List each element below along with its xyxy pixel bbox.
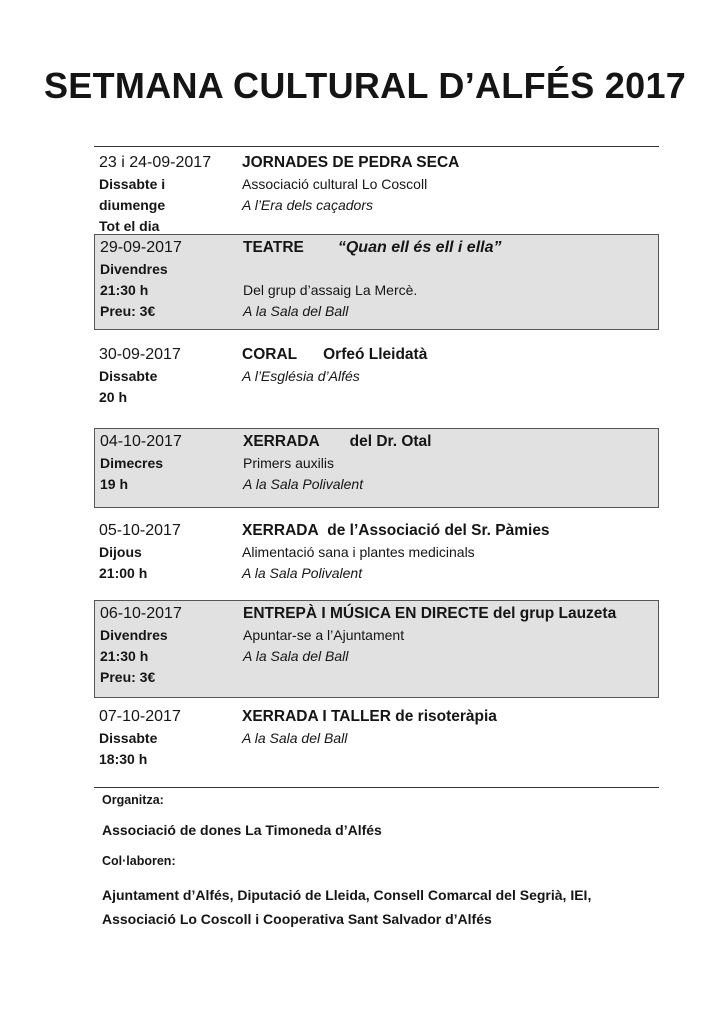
event-day-line: Dissabte — [99, 730, 158, 746]
event-details — [243, 603, 653, 667]
event-title-rest: de l’Associació del Sr. Pàmies — [327, 522, 550, 539]
event-location: A l’Església d’Alfés — [242, 368, 360, 384]
collaboren-line: Associació Lo Coscoll i Cooperativa Sant Salvador d’Alfés — [102, 911, 492, 927]
event-day-line: Preu: 3€ — [100, 669, 156, 685]
event-title — [242, 706, 652, 728]
event-details — [242, 520, 652, 584]
event-details — [243, 237, 653, 322]
event-day-line: 18:30 h — [99, 751, 148, 767]
event-title-main: CORAL — [242, 346, 298, 363]
event-title-main: JORNADES DE PEDRA SECA — [242, 154, 460, 171]
event-title-rest: Orfeó Lleidatà — [323, 346, 428, 363]
event-day-line: Dimecres — [100, 455, 164, 471]
event-title — [242, 520, 652, 542]
event-title-rest: de risoteràpia — [395, 708, 497, 725]
event-date-column — [99, 152, 234, 234]
event-day-line: Dissabte — [99, 368, 158, 384]
event-title — [243, 603, 653, 625]
organitza-text: Associació de dones La Timoneda d’Alfés — [102, 822, 382, 838]
event-row — [94, 234, 659, 330]
event-day-line: Preu: 3€ — [100, 303, 156, 319]
event-day-line: Tot el dia — [99, 218, 160, 234]
event-day-line: Dijous — [99, 544, 142, 560]
event-row — [94, 428, 659, 508]
event-date: 29-09-2017 — [100, 239, 182, 256]
bottom-divider — [94, 787, 659, 788]
event-title-quote: “Quan ell és ell i ella” — [337, 239, 502, 256]
event-date: 05-10-2017 — [99, 522, 181, 539]
event-day-line: 20 h — [99, 389, 128, 405]
page-title: SETMANA CULTURAL D’ALFÉS 2017 — [44, 65, 687, 106]
event-day-line: 21:30 h — [100, 282, 149, 298]
event-title — [243, 237, 653, 259]
event-location: A la Sala Polivalent — [242, 565, 363, 581]
collaboren-label: Col·laboren: — [102, 854, 176, 868]
collaboren-line: Ajuntament d’Alfés, Diputació de Lleida, Consell Comarcal del Segrià, IEI, — [102, 887, 592, 903]
event-date: 04-10-2017 — [100, 433, 182, 450]
event-date-column — [100, 237, 235, 322]
event-day-line: Dissabte i — [99, 176, 166, 192]
event-title — [242, 344, 652, 366]
event-date-column — [99, 520, 234, 584]
event-location: A la Sala Polivalent — [243, 476, 364, 492]
event-row — [94, 518, 659, 596]
event-row — [94, 150, 659, 234]
event-subject: Alimentació sana i plantes medicinals — [242, 544, 475, 560]
event-location: A la Sala del Ball — [243, 303, 349, 319]
event-date: 30-09-2017 — [99, 346, 181, 363]
event-title-main: ENTREPÀ I MÚSICA EN DIRECTE — [243, 605, 489, 622]
event-title — [243, 431, 653, 453]
event-location: A l’Era dels caçadors — [242, 197, 373, 213]
event-date: 06-10-2017 — [100, 605, 182, 622]
event-details — [242, 152, 652, 216]
event-title — [242, 152, 652, 174]
event-date-column — [99, 344, 234, 408]
event-title-main: XERRADA — [243, 433, 320, 450]
event-day-line: 21:30 h — [100, 648, 149, 664]
event-day-line: 19 h — [100, 476, 129, 492]
event-day-line: diumenge — [99, 197, 166, 213]
event-day-line: 21:00 h — [99, 565, 148, 581]
event-date-column — [100, 603, 235, 688]
event-organizer: Associació cultural Lo Coscoll — [242, 176, 428, 192]
event-date: 07-10-2017 — [99, 708, 181, 725]
event-organizer: Del grup d’assaig La Mercè. — [243, 282, 418, 298]
event-title-main: XERRADA — [242, 522, 319, 539]
event-day-line: Divendres — [100, 261, 168, 277]
event-row — [94, 704, 659, 782]
event-location: A la Sala del Ball — [242, 730, 348, 746]
top-divider — [94, 146, 659, 147]
event-registration: Apuntar-se a l’Ajuntament — [243, 627, 405, 643]
event-row — [94, 600, 659, 698]
event-day-line: Divendres — [100, 627, 168, 643]
event-details — [243, 431, 653, 495]
event-location: A la Sala del Ball — [243, 648, 349, 664]
event-title-main: TEATRE — [243, 239, 304, 256]
event-date: 23 i 24-09-2017 — [99, 154, 212, 171]
event-title-rest: del Dr. Otal — [349, 433, 432, 450]
event-date-column — [100, 431, 235, 495]
event-details — [242, 706, 652, 749]
event-row — [94, 342, 659, 420]
organitza-label: Organitza: — [102, 793, 164, 807]
event-details — [242, 344, 652, 387]
event-date-column — [99, 706, 234, 770]
event-subject: Primers auxilis — [243, 455, 335, 471]
event-title-main: XERRADA I TALLER — [242, 708, 391, 725]
event-title-rest: del grup Lauzeta — [493, 605, 617, 622]
